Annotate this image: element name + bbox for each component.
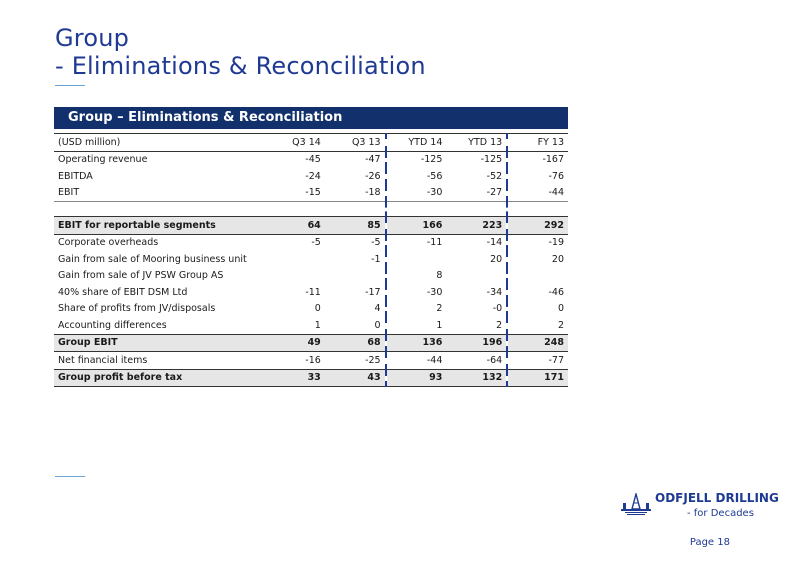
row-value-cell: -167 [507, 151, 568, 168]
row-value-cell: -15 [264, 185, 325, 202]
row-value-cell: -64 [486, 354, 503, 366]
row-value-cell: -47 [365, 154, 381, 166]
row-value-cell: 132 [446, 369, 507, 387]
logo-tagline: - for Decades [687, 508, 754, 519]
column-header: FY 13 [507, 134, 568, 152]
table-banner: Group – Eliminations & Reconciliation [54, 107, 568, 129]
row-value-cell: -30 [386, 284, 447, 301]
row-value-cell: -19 [507, 234, 568, 251]
row-label: Group EBIT [54, 334, 264, 352]
row-value-cell: 20 [507, 251, 568, 268]
page-title-line-1: Group [55, 24, 130, 52]
row-value-cell: -44 [507, 185, 568, 202]
row-value-cell [325, 268, 386, 285]
row-value-cell: -45 [305, 154, 321, 166]
page-title [55, 24, 426, 80]
row-value-cell [264, 251, 325, 268]
row-value-cell: -1 [371, 253, 381, 265]
row-label: EBIT [54, 185, 264, 202]
row-value-cell: 43 [325, 369, 386, 387]
reconciliation-table [54, 133, 568, 387]
table-row [54, 301, 568, 318]
row-value-cell: 2 [386, 301, 447, 318]
row-value-cell [264, 268, 325, 285]
row-value-cell: -34 [486, 286, 503, 298]
row-value-cell: -18 [325, 185, 386, 202]
column-header: Q3 13 [325, 134, 386, 152]
group-ebit-row [54, 334, 568, 352]
page-number: Page 18 [689, 537, 730, 548]
row-value-cell: 1 [314, 319, 321, 331]
row-label: Net financial items [58, 354, 148, 366]
row-label: Group profit before tax [54, 369, 264, 387]
row-value-cell: -125 [480, 154, 503, 166]
row-value-cell [386, 202, 447, 217]
page-title-line-2: - Eliminations & Reconciliation [55, 52, 426, 80]
column-header: YTD 14 [386, 134, 447, 152]
row-value-cell: -5 [371, 237, 381, 249]
row-label: Share of profits from JV/disposals [58, 303, 216, 315]
table-row [54, 251, 568, 268]
row-value-cell: 171 [507, 369, 568, 387]
row-value-cell: -11 [386, 234, 447, 251]
row-label: Operating revenue [58, 154, 148, 166]
table-row [54, 284, 568, 301]
reconciliation-table-panel [54, 107, 568, 387]
column-header: Q3 14 [264, 134, 325, 152]
row-value-cell: 2 [507, 317, 568, 334]
row-value-cell: 1 [386, 317, 447, 334]
row-value-cell [446, 202, 507, 217]
row-value-cell [325, 202, 386, 217]
row-value-cell [507, 202, 568, 217]
row-value-cell: -17 [365, 286, 381, 298]
table-row [54, 317, 568, 334]
row-value-cell: -27 [446, 185, 507, 202]
row-label: EBITDA [58, 170, 93, 182]
row-value-cell: 93 [386, 369, 447, 387]
row-value-cell: -0 [492, 303, 503, 315]
column-header-unit: (USD million) [54, 134, 264, 152]
row-label: EBIT for reportable segments [54, 217, 264, 235]
table-row [54, 234, 568, 251]
row-value-cell: -26 [365, 170, 381, 182]
row-value-cell: -76 [507, 168, 568, 185]
logo-wordmark: ODFJELL DRILLING [655, 491, 779, 505]
row-value-cell: -16 [305, 354, 321, 366]
table-header-row [54, 134, 568, 152]
table-row [54, 151, 568, 168]
row-label: Gain from sale of JV PSW Group AS [58, 270, 224, 282]
row-value-cell: 248 [507, 334, 568, 352]
row-label: 40% share of EBIT DSM Ltd [58, 286, 188, 298]
row-value-cell: -14 [486, 237, 503, 249]
row-value-cell: -44 [386, 352, 447, 370]
row-value-cell: -11 [305, 286, 321, 298]
row-label: Accounting differences [58, 319, 167, 331]
row-value-cell: -25 [365, 354, 381, 366]
row-value-cell: 0 [374, 319, 381, 331]
row-value-cell: 0 [507, 301, 568, 318]
row-value-cell: 33 [264, 369, 325, 387]
row-value-cell [264, 202, 325, 217]
row-label: Corporate overheads [58, 237, 159, 249]
row-value-cell [507, 268, 568, 285]
row-value-cell: 0 [314, 303, 321, 315]
table-row [54, 352, 568, 370]
drilling-rig-icon [619, 493, 653, 517]
segments-ebit-row [54, 217, 568, 235]
row-value-cell: 64 [264, 217, 325, 235]
row-value-cell: 49 [264, 334, 325, 352]
row-value-cell: 4 [374, 303, 381, 315]
table-row [54, 268, 568, 285]
row-value-cell: 223 [446, 217, 507, 235]
row-value-cell [446, 268, 507, 285]
table-row [54, 168, 568, 185]
row-value-cell: 2 [496, 319, 503, 331]
accent-rule-top [55, 85, 85, 86]
row-value-cell: 85 [325, 217, 386, 235]
row-value-cell: 196 [446, 334, 507, 352]
row-value-cell: -52 [486, 170, 503, 182]
row-label [54, 202, 264, 217]
row-value-cell: 166 [386, 217, 447, 235]
spacer-row [54, 202, 568, 217]
column-header: YTD 13 [446, 134, 507, 152]
row-value-cell: -5 [311, 237, 321, 249]
row-value-cell: 68 [325, 334, 386, 352]
row-value-cell: 8 [386, 268, 447, 285]
profit-before-tax-row [54, 369, 568, 387]
row-value-cell: -77 [507, 352, 568, 370]
row-value-cell: -30 [386, 185, 447, 202]
row-value-cell [386, 251, 447, 268]
row-value-cell: -46 [507, 284, 568, 301]
row-value-cell: -56 [386, 168, 447, 185]
row-value-cell: -24 [305, 170, 321, 182]
row-value-cell: -125 [386, 151, 447, 168]
accent-rule-bottom [55, 476, 85, 477]
row-value-cell: 20 [490, 253, 503, 265]
row-value-cell: 136 [386, 334, 447, 352]
table-row [54, 185, 568, 202]
row-value-cell: 292 [507, 217, 568, 235]
row-label: Gain from sale of Mooring business unit [58, 253, 247, 265]
